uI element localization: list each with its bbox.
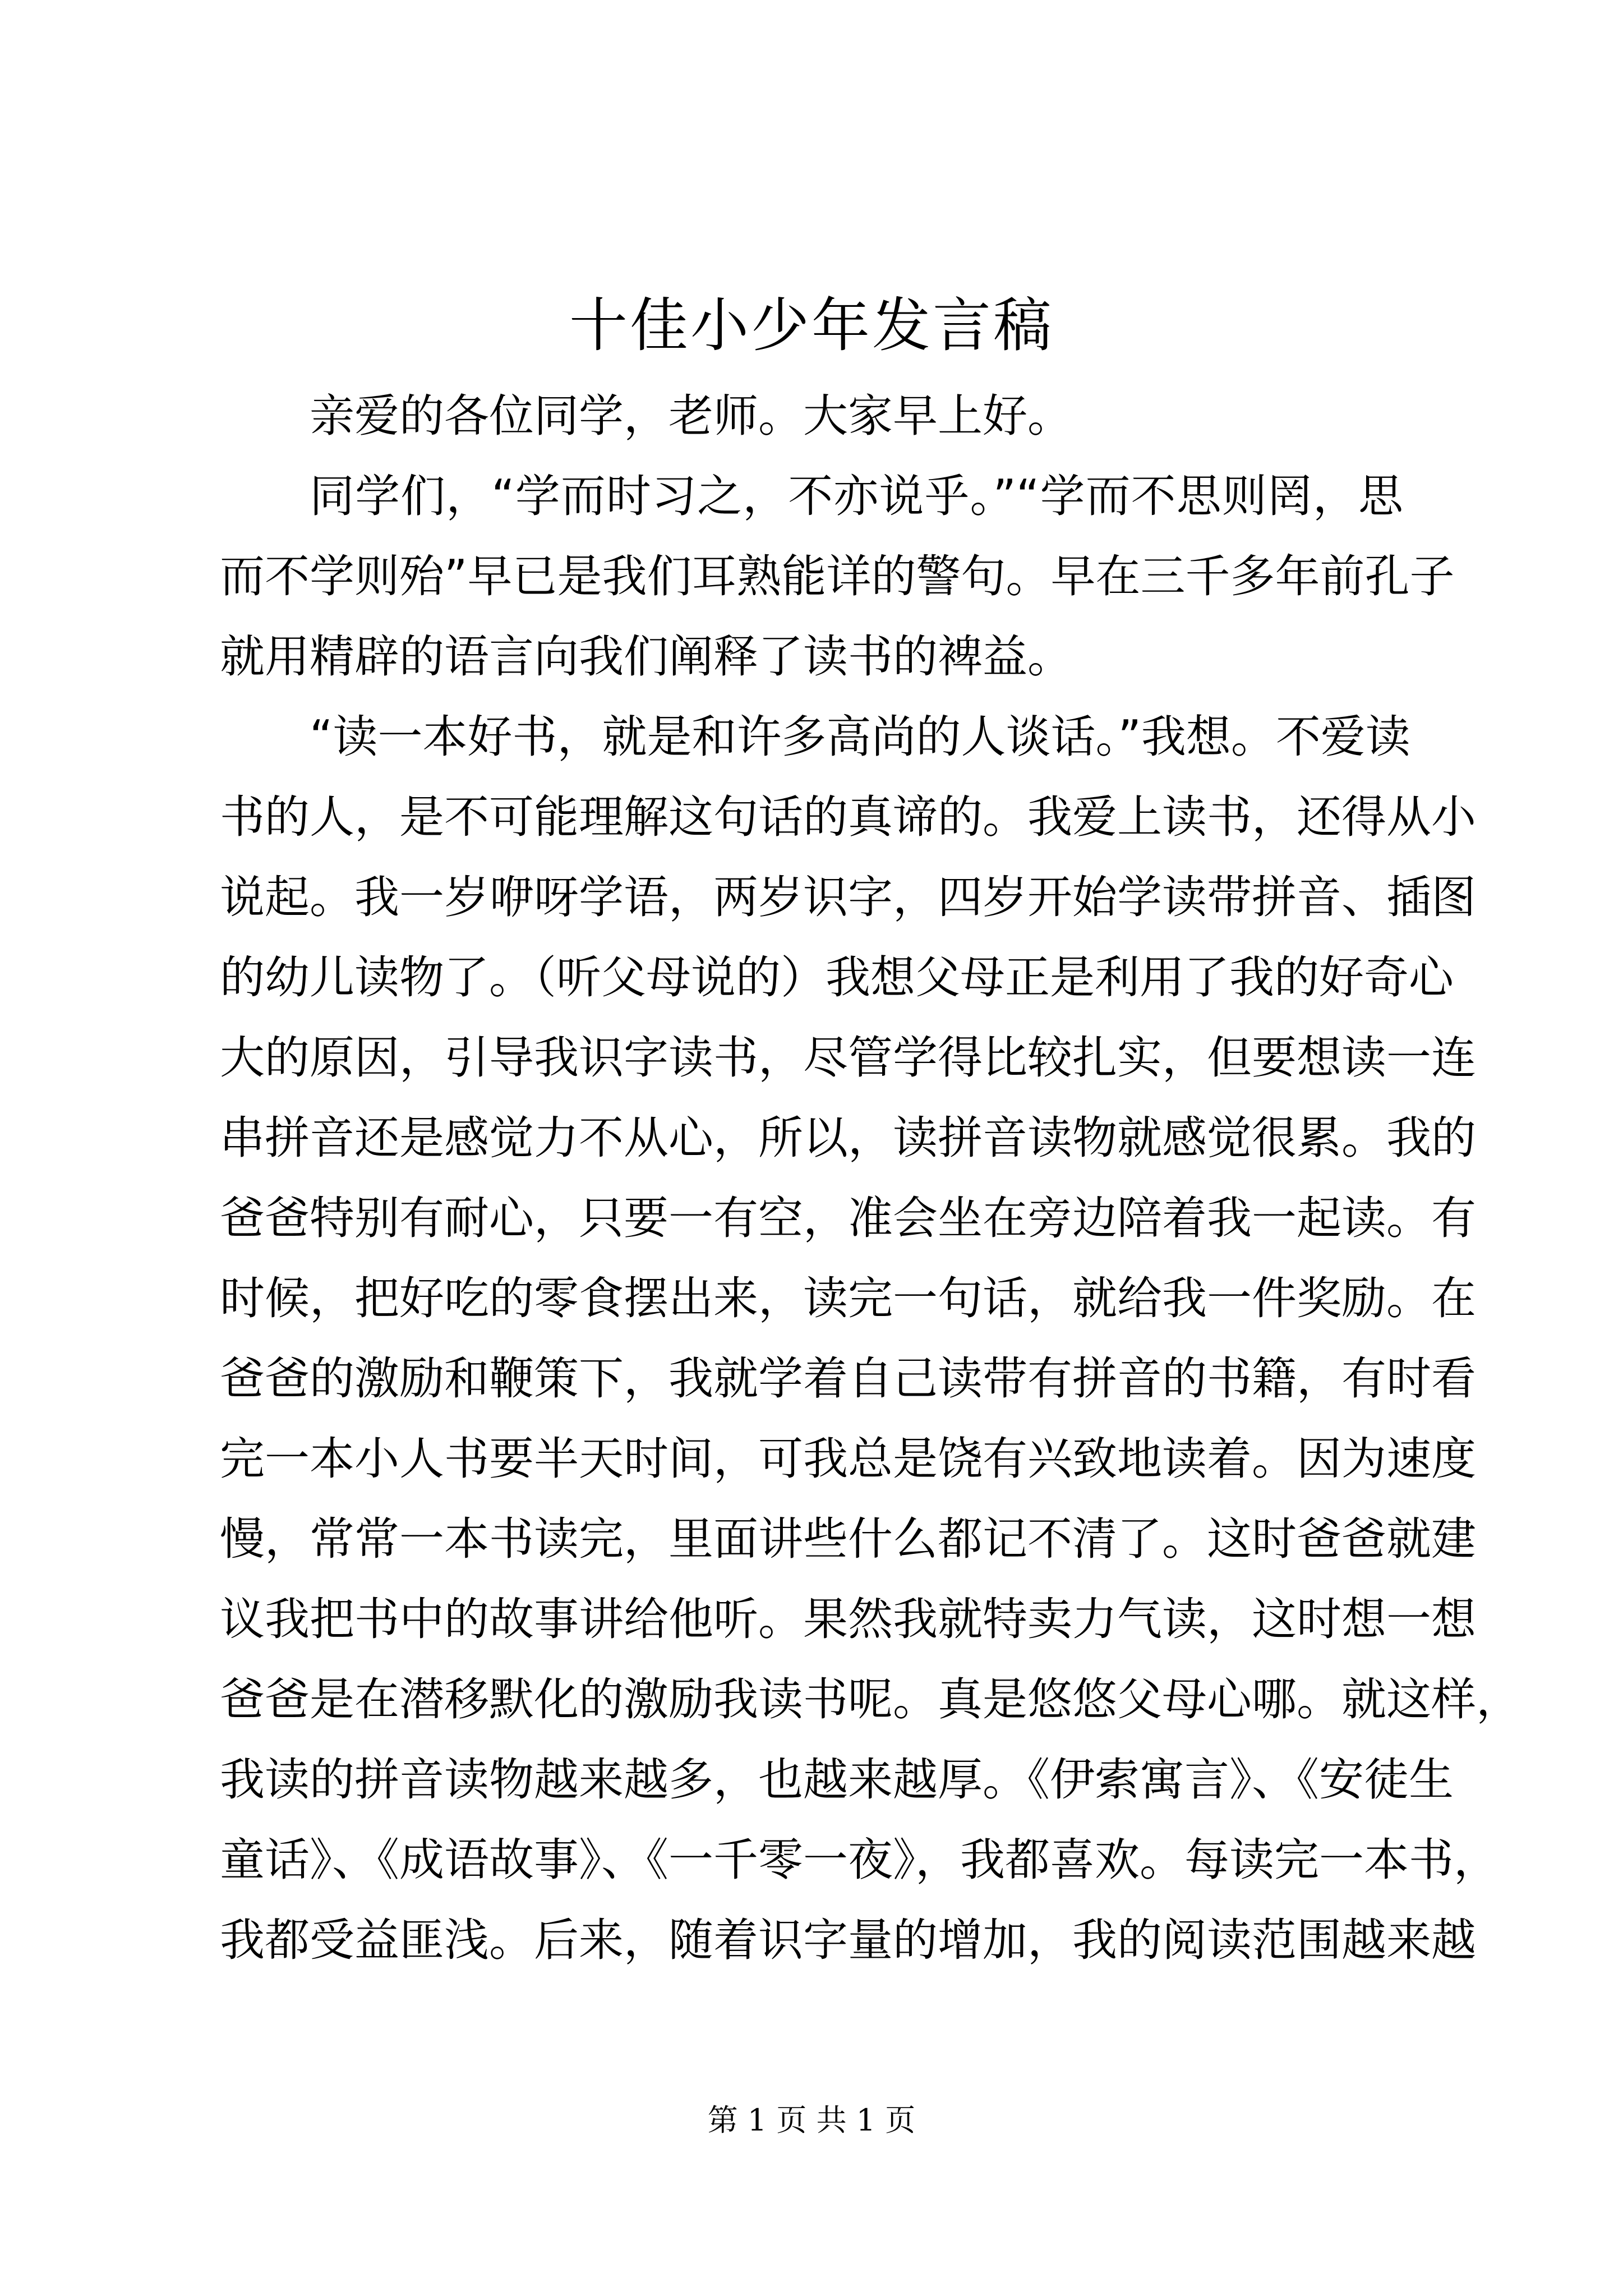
text-line: 而不学则殆”早已是我们耳熟能详的警句。早在三千多年前孔子 [220,550,1455,602]
text-line: 亲爱的各位同学，老师。大家早上好。 [310,390,1072,442]
document-title: 十佳小少年发言稿 [569,291,1054,360]
text-line: 完一本小人书要半天时间，可我总是饶有兴致地读着。因为速度 [220,1433,1476,1485]
text-line: 慢，常常一本书读完，里面讲些什么都记不清了。这时爸爸就建 [220,1513,1476,1565]
text-line: 爸爸特别有耐心，只要一有空，准会坐在旁边陪着我一起读。有 [220,1192,1476,1244]
text-line: 我都受益匪浅。后来，随着识字量的增加，我的阅读范围越来越 [220,1914,1476,1966]
text-line: 串拼音还是感觉力不从心，所以，读拼音读物就感觉很累。我的 [220,1112,1476,1164]
text-line: 的幼儿读物了。（听父母说的）我想父母正是利用了我的好奇心 [220,951,1454,1004]
page-footer: 第 1 页 共 1 页 [707,2102,916,2138]
text-line: 爸爸的激励和鞭策下，我就学着自己读带有拼音的书籍，有时看 [220,1352,1476,1405]
text-line: 大的原因，引导我识字读书，尽管学得比较扎实，但要想读一连 [220,1032,1476,1084]
text-line: “读一本好书，就是和许多高尚的人谈话。”我想。不爱读 [310,711,1410,763]
text-line: 时候，把好吃的零食摆出来，读完一句话，就给我一件奖励。在 [220,1272,1476,1324]
document-body [220,376,1521,1980]
text-line: 爸爸是在潜移默化的激励我读书呢。真是悠悠父母心哪。就这样， [220,1673,1521,1726]
text-line: 童话》、《成语故事》、《一千零一夜》，我都喜欢。每读完一本书， [220,1834,1498,1886]
text-line: 书的人，是不可能理解这句话的真谛的。我爱上读书，还得从小 [220,791,1476,843]
text-line: 说起。我一岁咿呀学语，两岁识字，四岁开始学读带拼音、插图 [220,871,1476,923]
text-line: 就用精辟的语言向我们阐释了读书的裨益。 [220,631,1072,683]
text-line: 同学们，“学而时习之，不亦说乎。”“学而不思则罔，思 [310,470,1403,522]
text-line: 议我把书中的故事讲给他听。果然我就特卖力气读，这时想一想 [220,1593,1476,1645]
text-line: 我读的拼音读物越来越多，也越来越厚。《伊索寓言》、《安徒生 [220,1754,1454,1806]
